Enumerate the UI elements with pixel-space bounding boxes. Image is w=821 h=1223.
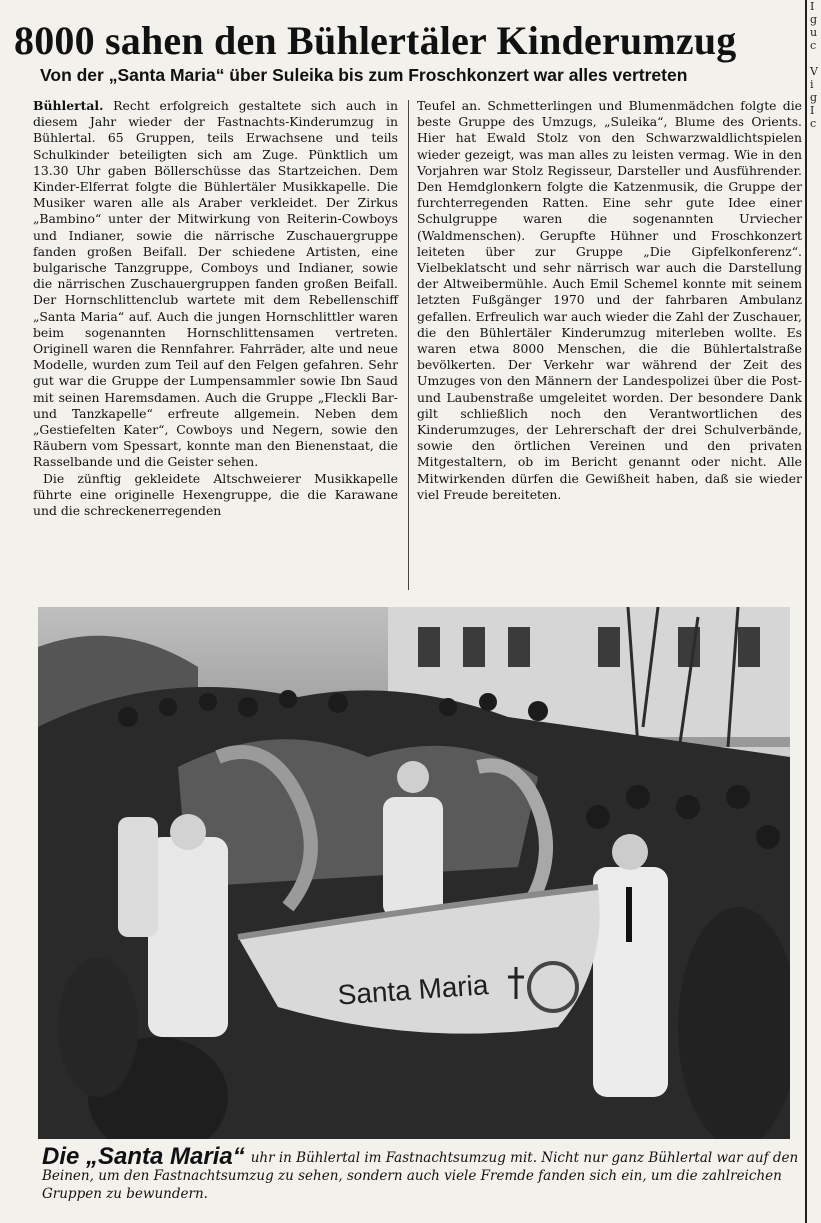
- article-column-right: [417, 98, 802, 503]
- edge-fragment: I: [810, 104, 815, 117]
- photo-caption: [42, 1143, 812, 1203]
- ship-name-lettering: Santa Maria: [336, 969, 490, 1011]
- article-paragraph: Teufel an. Schmetterlingen und Blumenmädchen folgte die beste Gruppe des Umzugs, „Suleika“, Blume des Orients. Hier hat Ewald Stolz von den Schwarzwaldlichtspielen wieder gezeigt, was man alles zu leisten vermag. Wie in den Vorjahren war Stolz Regisseur, Darsteller und Ausführender. Den Hemdglonkern folgte die Katzenmusik, die Gruppe der furchterregenden Ratten. Eine sehr gute Idee einer Schulgruppe waren die sogenannten Urviecher (Waldmenschen). Gerupfte Hühner und Froschkonzert leiteten über zur Gruppe „Die Gipfelkonferenz“. Vielbeklatscht und sehr närrisch war auch die Darstellung der Altweibermühle. Auch Emil Schemel konnte mit seinem letzten Fußgänger 1970 und der fahrbaren Ambulanz gefallen. Erfreulich war auch wieder die Zahl der Zuschauer, die den Bühlertäler Kinderumzug miterleben wollte. Es waren etwa 8000 Menschen, die die Bühlertalstraße bevölkerten. Der Verkehr war während der Zeit des Umzuges von den Männern der Landespolizei über die Post- und Laubenstraße umgeleitet worden. Der besondere Dank gilt schließlich noch den Verantwortlichen des Kinderumzuges, der Lehrerschaft der drei Schulverbände, sowie den örtlichen Vereinen und den privaten Mitgestaltern, ob im Bericht genannt oder nicht. Alle Mitwirkenden dürfen die Gewißheit haben, daß sie wieder viel Freude bereiteten.: [417, 98, 802, 502]
- paragraph-text: Recht erfolgreich gestaltete sich auch in diesem Jahr wieder der Fastnachts-Kinderumzug in Bühlertal. 65 Gruppen, teils Erwachsene und teils Schulkinder beteiligten sich am Zuge. Pünktlich um 13.30 Uhr gaben Böllerschüsse das Startzeichen. Dem Kinder-Elferrat folgte die Bühlertäler Musikkapelle. Die Musiker waren alle als Araber verkleidet. Der Zirkus „Bambino“ unter der Mitwirkung von Reiterin-Cowboys und Indianer, sowie die närrische Zuschauergruppe fanden großen Beifall. Der schiedene Artisten, eine bulgarische Tanzgruppe, Comboys und Indianer, sowie die närrischen Zuschauergruppen fanden großen Beifall. Der Hornschlittenclub wartete mit dem Rebellenschiff „Santa Maria“ auf. Auch die jungen Hornschlittler waren beim sogenannten Hornschlittensamen vertreten. Originell waren die Rennfahrer. Fahrräder, alte und neue Modelle, wurden zum Teil auf den Felgen gefahren. Sehr gut war die Gruppe der Lumpensammler sowie Ibn Saud mit seinen Haremsdamen. Auch die Gruppe „Fleckli Bar- und Tanzkapelle“ erfreute allgemein. Neben dem „Gestiefelten Kater“, Cowboys und Negern, sowie den Räubern vom Spessart, konnte man den Bienenstaat, die Rasselbande und die Geister sehen.: [33, 98, 398, 470]
- article-headline: 8000 sahen den Bühlertäler Kinderumzug: [14, 18, 737, 63]
- caption-lead: Die „Santa Maria“: [42, 1143, 245, 1170]
- article-paragraph: Die zünftig gekleidete Altschweierer Musikkapelle führte eine originelle Hexengruppe, die die Karawane und die schreckenerregenden: [33, 470, 398, 519]
- edge-fragment: c: [810, 117, 817, 130]
- edge-fragment: V: [810, 65, 818, 78]
- caption-text: uhr in Bühlertal im Fastnachtsumzug mit. Nicht nur ganz Bühlertal war auf den Beinen, um den Fastnachtsumzug zu sehen, sondern auch viele Fremde fanden sich ein, um die zahlreichen Gruppen zu bewundern.: [42, 1150, 799, 1202]
- edge-fragment: u: [810, 26, 818, 39]
- edge-fragment: g: [810, 13, 818, 26]
- column-divider-rule: [805, 0, 807, 1223]
- edge-fragment: I: [810, 0, 815, 13]
- article-subheadline: Von der „Santa Maria“ über Suleika bis zum Froschkonzert war alles vertreten: [40, 65, 688, 85]
- article-paragraph: [33, 98, 398, 471]
- edge-fragment: g: [810, 91, 818, 104]
- edge-fragment: c: [810, 39, 817, 52]
- dateline: Bühlertal.: [33, 98, 104, 113]
- article-column-left: [33, 98, 398, 519]
- column-rule: [408, 100, 409, 590]
- edge-fragment: i: [810, 78, 814, 91]
- parade-photo: [38, 607, 790, 1139]
- parade-photo-image: [38, 607, 790, 1139]
- edge-fragment: [810, 52, 821, 65]
- adjacent-column-fragment: [810, 0, 821, 200]
